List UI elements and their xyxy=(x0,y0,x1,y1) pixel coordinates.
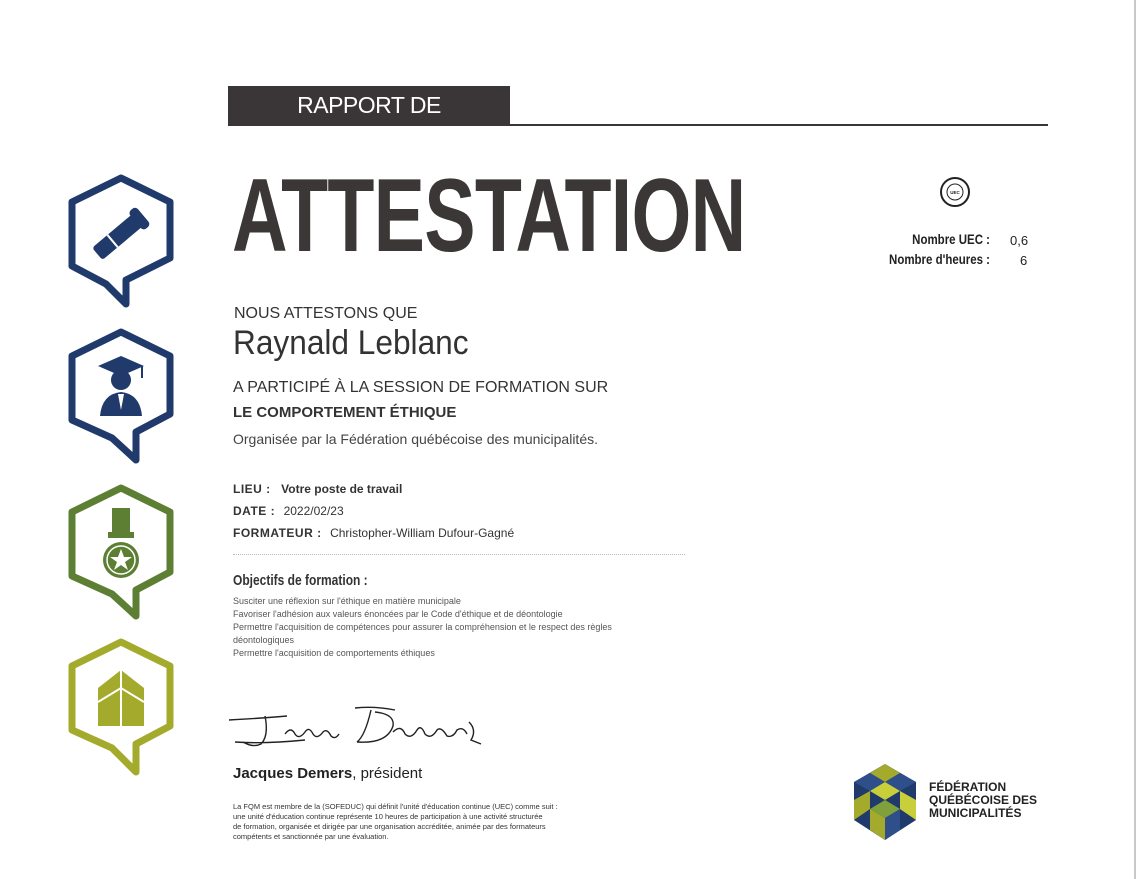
footer-line: La FQM est membre de la (SOFEDUC) qui définit l'unité d'éducation continue (UEC) comme suit : xyxy=(233,802,558,811)
nombre-uec-value: 0,6 xyxy=(1010,233,1029,248)
organizer-statement: Organisée par la Fédération québécoise des municipalités. xyxy=(233,431,598,447)
report-banner: RAPPORT DE PARTICIPATION xyxy=(228,86,510,124)
nombre-heures-label: Nombre d'heures : xyxy=(889,251,990,267)
formateur-row xyxy=(233,524,514,542)
nombre-heures-value: 6 xyxy=(1020,253,1028,268)
sofeduc-seal-icon xyxy=(940,177,970,207)
fqm-name-line: QUÉBÉCOISE DES xyxy=(929,793,1038,807)
diploma-icon xyxy=(62,172,180,310)
svg-text:UEC: UEC xyxy=(950,190,960,195)
formateur-value: Christopher-William Dufour-Gagné xyxy=(330,526,515,540)
fqm-logo-icon xyxy=(850,762,920,842)
date-value: 2022/02/23 xyxy=(283,504,344,518)
handwritten-signature xyxy=(225,700,490,760)
separator xyxy=(233,554,685,555)
nombre-uec-label: Nombre UEC : xyxy=(912,231,990,247)
signatory-title: , président xyxy=(352,765,423,782)
formateur-label: FORMATEUR : xyxy=(233,526,322,540)
training-subject: LE COMPORTEMENT ÉTHIQUE xyxy=(233,404,457,421)
lieu-value: Votre poste de travail xyxy=(281,482,403,496)
attest-heading: NOUS ATTESTONS QUE xyxy=(234,305,418,322)
fqm-name-line: FÉDÉRATION xyxy=(929,780,1007,794)
objective-item: Susciter une réflexion sur l'éthique en matière municipale xyxy=(233,596,461,606)
medal-icon xyxy=(62,482,180,622)
lieu-label: LIEU : xyxy=(233,482,271,496)
signatory-name: Jacques Demers xyxy=(233,765,353,782)
objective-item: Favoriser l'adhésion aux valeurs énoncées par le Code d'éthique et de déontologie xyxy=(233,609,563,619)
page-title: ATTESTATION xyxy=(232,158,746,274)
header-rule xyxy=(228,124,1048,126)
graduate-icon xyxy=(62,326,180,466)
participant-name: Raynald Leblanc xyxy=(233,324,469,362)
fqm-name-line: MUNICIPALITÉS xyxy=(929,806,1022,820)
objective-item: Permettre l'acquisition de comportements éthiques xyxy=(233,648,435,658)
participation-statement: A PARTICIPÉ À LA SESSION DE FORMATION SUR xyxy=(233,379,609,396)
date-label: DATE : xyxy=(233,504,276,518)
footer-line: de formation, organisée et dirigée par une organisation accréditée, animée par des formateurs xyxy=(233,822,546,831)
building-icon xyxy=(62,636,180,776)
objective-item: Permettre l'acquisition de compétences pour assurer la compréhension et le respect des règles xyxy=(233,622,612,632)
footer-line: compétents et sanctionnée par une évaluation. xyxy=(233,832,389,841)
lieu-row xyxy=(233,480,402,498)
objectives-title: Objectifs de formation : xyxy=(233,572,368,589)
objective-item: déontologiques xyxy=(233,635,295,645)
signatory xyxy=(233,765,422,782)
date-row xyxy=(233,502,344,520)
footer-line: une unité d'éducation continue représente 10 heures de participation à une activité structurée xyxy=(233,812,543,821)
